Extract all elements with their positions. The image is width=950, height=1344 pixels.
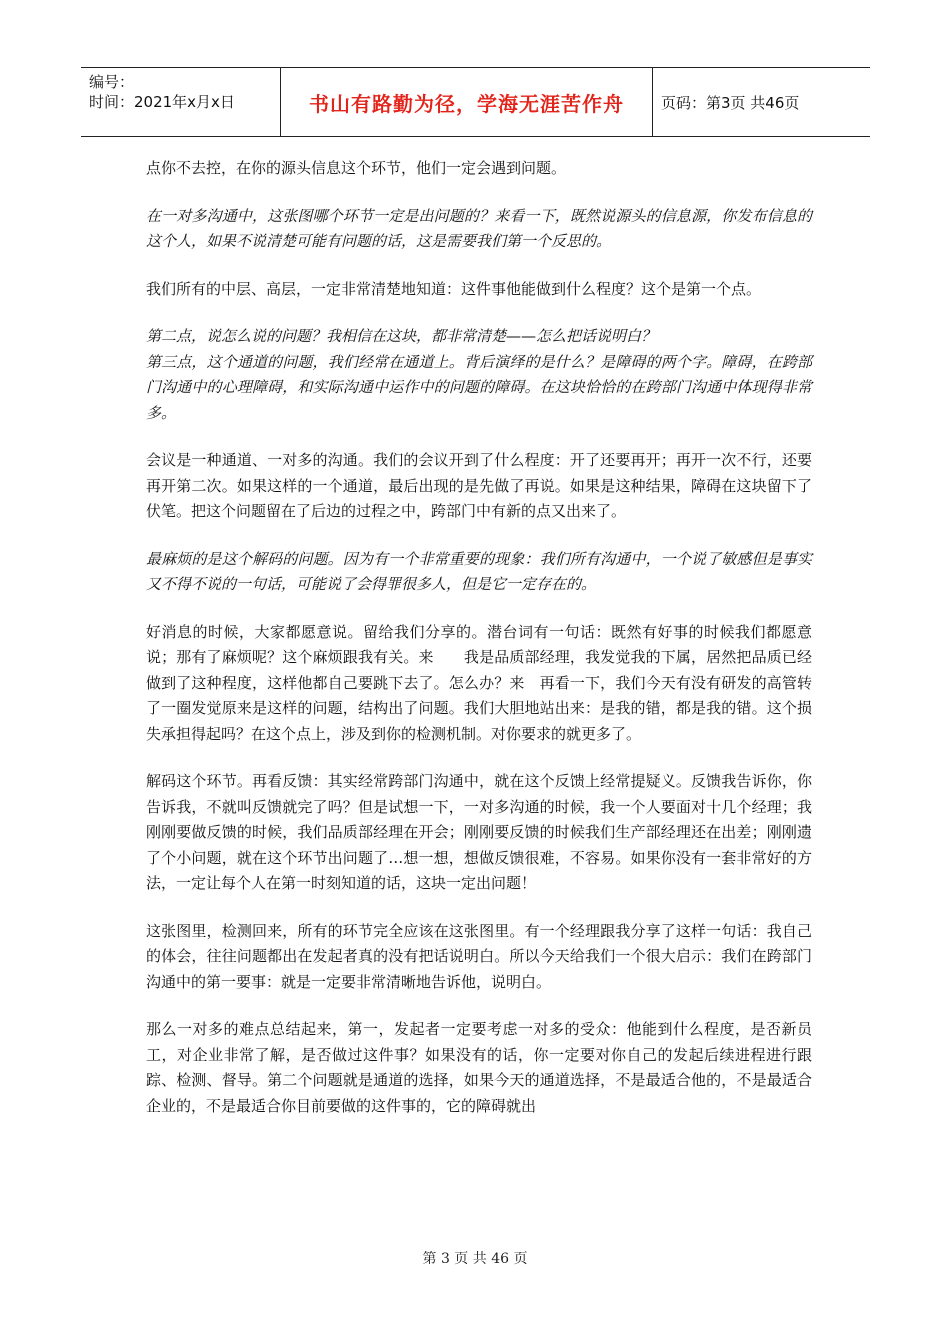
date-label: 时间：2021年x月x日 [89, 93, 235, 111]
paragraph: 这张图里，检测回来，所有的环节完全应该在这张图里。有一个经理跟我分享了这样一句话：我自己的体会，往往问题都出在发起者真的没有把话说明白。所以今天给我们一个很大启示：我们在跨部门沟通中的第一要事：就是一定要非常清晰地告诉他，说明白。 [146, 921, 812, 991]
paragraph: 第三点，这个通道的问题，我们经常在通道上。背后演绎的是什么？是障碍的两个字。障碍，在跨部门沟通中的心理障碍，和实际沟通中运作中的问题的障碍。在这块恰恰的在跨部门沟通中体现得非常多。 [146, 352, 812, 422]
paragraph: 那么一对多的难点总结起来，第一，发起者一定要考虑一对多的受众：他能到什么程度，是否新员工，对企业非常了解，是否做过这件事？如果没有的话，你一定要对你自己的发起后续进程进行跟踪、检测、督导。第二个问题就是通道的选择，如果今天的通道选择，不是最适合他的，不是最适合企业的，不是最适合你目前要做的这件事的，它的障碍就出 [146, 1020, 812, 1115]
paragraph: 在一对多沟通中，这张图哪个环节一定是出问题的？来看一下，既然说源头的信息源，你发布信息的这个人，如果不说清楚可能有问题的话，这是需要我们第一个反思的。 [146, 206, 812, 250]
document-body [146, 156, 812, 1141]
footer-page-number: 第 3 页 共 46 页 [422, 1251, 528, 1267]
page-label: 页码：第3页 共46页 [661, 93, 800, 112]
header-motto-cell [281, 68, 653, 136]
number-label: 编号： [89, 73, 135, 91]
paragraph: 点你不去控，在你的源头信息这个环节，他们一定会遇到问题。 [146, 159, 567, 177]
paragraph: 会议是一种通道、一对多的沟通。我们的会议开到了什么程度：开了还要再开；再开一次不行，还要再开第二次。如果这样的一个通道，最后出现的是先做了再说。如果是这种结果，障碍在这块留下了伏笔。把这个问题留在了后边的过程之中，跨部门中有新的点又出来了。 [146, 451, 812, 520]
paragraph: 解码这个环节。再看反馈：其实经常跨部门沟通中，就在这个反馈上经常提疑义。反馈我告诉你，你告诉我，不就叫反馈就完了吗？但是试想一下，一对多沟通的时候，我一个人要面对十几个经理；我刚刚要做反馈的时候，我们品质部经理在开会；刚刚要反馈的时候我们生产部经理还在出差；刚刚遗了个小问题，就在这个环节出问题了…想一想，想做反馈很难，不容易。如果你没有一套非常好的方法，一定让每个人在第一时刻知道的话，这块一定出问题！ [146, 772, 812, 892]
paragraph: 我们所有的中层、高层，一定非常清楚地知道：这件事他能做到什么程度？这个是第一个点。 [146, 279, 762, 298]
page-header [81, 67, 870, 137]
paragraph: 最麻烦的是这个解码的问题。因为有一个非常重要的现象：我们所有沟通中，一个说了敏感但是事实又不得不说的一句话，可能说了会得罪很多人，但是它一定存在的。 [146, 549, 812, 593]
page-footer [0, 1248, 950, 1268]
paragraph: 第二点，说怎么说的问题？我相信在这块，都非常清楚——怎么把话说明白？ [146, 327, 657, 345]
header-page-cell [653, 68, 870, 136]
header-meta [81, 68, 281, 136]
paragraph: 好消息的时候，大家都愿意说。留给我们分享的。潜台词有一句话：既然有好事的时候我们都愿意说；那有了麻烦呢？这个麻烦跟我有关。来 我是品质部经理，我发觉我的下属，居然把品质已经做到了这种程度，这样他都自己要跳下去了。怎么办？来 再看一下，我们今天有没有研发的高管转了一圈发觉原来是这样的问题，结构出了问题。我们大胆地站出来：是我的错，都是我的错。这个损失承担得起吗？在这个点上，涉及到你的检测机制。对你要求的就更多了。 [146, 622, 812, 743]
motto: 书山有路勤为径，学海无涯苦作舟 [309, 91, 624, 116]
